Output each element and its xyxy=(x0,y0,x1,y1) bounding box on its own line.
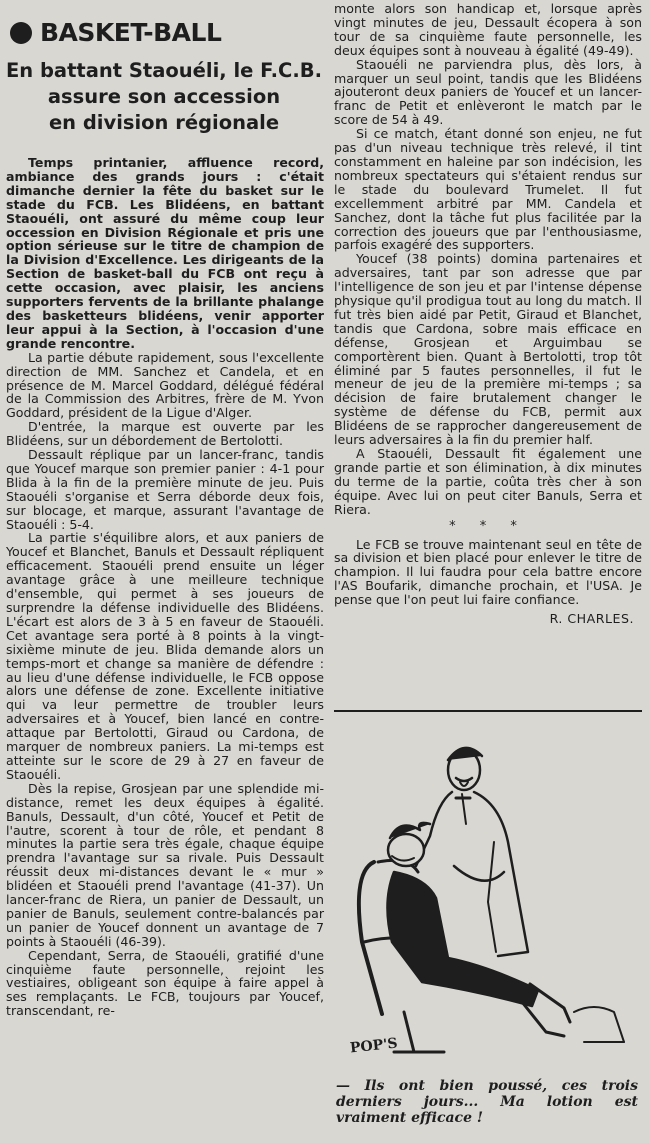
paragraph: La partie s'équilibre alors, et aux paniers de Youcef et Blanchet, Banuls et Dessault répliquent efficacement. Staouéli prend ensuite un léger avantage grâce à une meilleure technique d'ensemble, qui permet à ses joueurs de surprendre la défense individuelle des Blidéens. L'écart est alors de 3 à 5 en faveur de Staouéli. Cet avantage sera porté à 8 points à la vingt-sixième minute de jeu. Blida demande alors un temps-mort et change sa manière de défendre : au lieu d'une défense individuelle, le FCB oppose alors une défense de zone. Excellente initiative qui va leur permettre de troubler leurs adversaires et à Youcef, bien lancé en contre-attaque par Bertolotti, Giraud ou Cardona, de marquer de nombreux paniers. La mi-temps est atteinte sur le score de 29 à 27 en faveur de Staouéli. xyxy=(6,530,324,782)
closing-paragraph: Le FCB se trouve maintenant seul en tête de sa division et bien placé pour enlever le titre de champion. Il lui faudra pour cela battre encore l'AS Boufarik, dimanche prochain, et l'USA. Je pense que l'on peut lui faire confiance. xyxy=(334,536,642,608)
article-left-column xyxy=(6,156,324,1018)
cartoon-caption: — Ils ont bien poussé, ces trois derniers jours... Ma lotion est vraiment efficace ! xyxy=(336,1078,638,1126)
paragraph: Si ce match, étant donné son enjeu, ne fut pas d'un niveau technique très relevé, il tint constamment en haleine par son indécision, les nombreux spectateurs qui s'étaient rendus sur le stade du boulevard Trumelet. Il fut excellemment arbitré par MM. Candela et Sanchez, dont la tâche fut plus facilitée par la correction des joueurs que par l'enthousiasme, parfois exagéré des supporters. xyxy=(334,126,642,253)
cartoon xyxy=(334,710,642,1072)
barber-cartoon-illustration xyxy=(334,712,642,1072)
paragraph: Cependant, Serra, de Staouéli, gratifié d'une cinquième faute personnelle, rejoint les vestiaires, obligeant son équipe à faire appel à ses remplaçants. Le FCB, toujours par Youcef, transcendant, re- xyxy=(6,947,324,1019)
headline-line: en division régionale xyxy=(48,111,280,134)
paragraph: D'entrée, la marque est ouverte par les Blidéens, sur un débordement de Bertolotti. xyxy=(6,419,324,449)
author-signature: R. CHARLES. xyxy=(549,611,634,627)
paragraph: Temps printanier, affluence record, ambiance des grands jours : c'était dimanche dernier la fête du basket sur le stade du FCB. Les Blidéens, en battant Staouéli, ont assuré du même coup leur occession en Division Régionale et pris une option sérieuse sur le titre de champion de la Division d'Excellence. Les dirigeants de la Section de basket-ball du FCB ont reçu à cette occasion, avec plaisir, les anciens supporters fervents de la brillante phalange des basketteurs blidéens, venir apporter leur appui à la Section, à l'occasion d'une grande rencontre. xyxy=(6,155,324,351)
paragraph: Dessault réplique par un lancer-franc, tandis que Youcef marque son premier panier : 4-1 pour Blida à la fin de la première minute de jeu. Puis Staouéli s'organise et Serra déborde deux fois, sur blocage, et marque, assurant l'avantage de Staouéli : 5-4. xyxy=(6,447,324,532)
bullet-icon xyxy=(10,22,32,44)
paragraph: La partie débute rapidement, sous l'excellente direction de MM. Sanchez et Candela, et en présence de M. Marcel Goddard, délégué fédéral de la Commission des Arbitres, frère de M. Yvon Goddard, président de la Ligue d'Alger. xyxy=(6,349,324,421)
cartoonist-signature: POP'S xyxy=(349,1035,399,1057)
section-header xyxy=(10,18,221,47)
section-title: BASKET-BALL xyxy=(40,18,222,47)
paragraph: Staouéli ne parviendra plus, dès lors, à marquer un seul point, tandis que les Blidéens ajouteront deux paniers de Youcef et un lancer-franc de Petit et enlèveront le match par le score de 54 à 49. xyxy=(334,56,642,128)
headline-line: assure son accession xyxy=(47,85,281,108)
paragraph: Youcef (38 points) domina partenaires et adversaires, tant par son adresse que par l'intelligence de son jeu et par l'intense dépense physique qu'il prodigua tout au long du match. Il fut très bien aidé par Petit, Giraud et Blanchet, tandis que Cardona, sobre mais efficace en défense, Grosjean et Arguimbau se comportèrent bien. Quant à Bertolotti, trop tôt éliminé par 5 fautes personnelles, il fut le meneur de jeu de la première mi-temps ; sa décision de faire brutalement changer le système de défense du FCB, permit aux Blidéens de se rapprocher dangereusement de leurs adversaires à la fin du premier half. xyxy=(334,251,642,448)
paragraph: monte alors son handicap et, lorsque après vingt minutes de jeu, Dessault écopera à son tour de sa cinquième faute personnelle, les deux équipes sont à nouveau à égalité (49-49). xyxy=(334,1,642,58)
paragraph: A Staouéli, Dessault fit également une grande partie et son élimination, à dix minutes du terme de la partie, coûta très cher à son équipe. Avec lui on peut citer Banuls, Serra et Riera. xyxy=(334,446,642,517)
article-right-column xyxy=(334,2,642,626)
article-headline xyxy=(0,58,328,136)
section-separator: * * * xyxy=(449,518,527,534)
headline-line: En battant Staouéli, le F.C.B. xyxy=(5,59,323,82)
paragraph: Dès la repise, Grosjean par une splendide mi-distance, remet les deux équipes à égalité. Banuls, Dessault, d'un côté, Youcef et Petit de l'autre, scorent à tour de rôle, et pendant 8 minutes la partie sera très égale, chaque équipe prendra l'avantage sur sa rivale. Puis Dessault réussit deux mi-distances devant le « mur » blidéen et Staouéli prend l'avantage (41-37). Un lancer-franc de Riera, un panier de Dessault, un panier de Banuls, seulement contre-balancés par un panier de Youcef donnent un avantage de 7 points à Staouéli (46-39). xyxy=(6,780,324,949)
